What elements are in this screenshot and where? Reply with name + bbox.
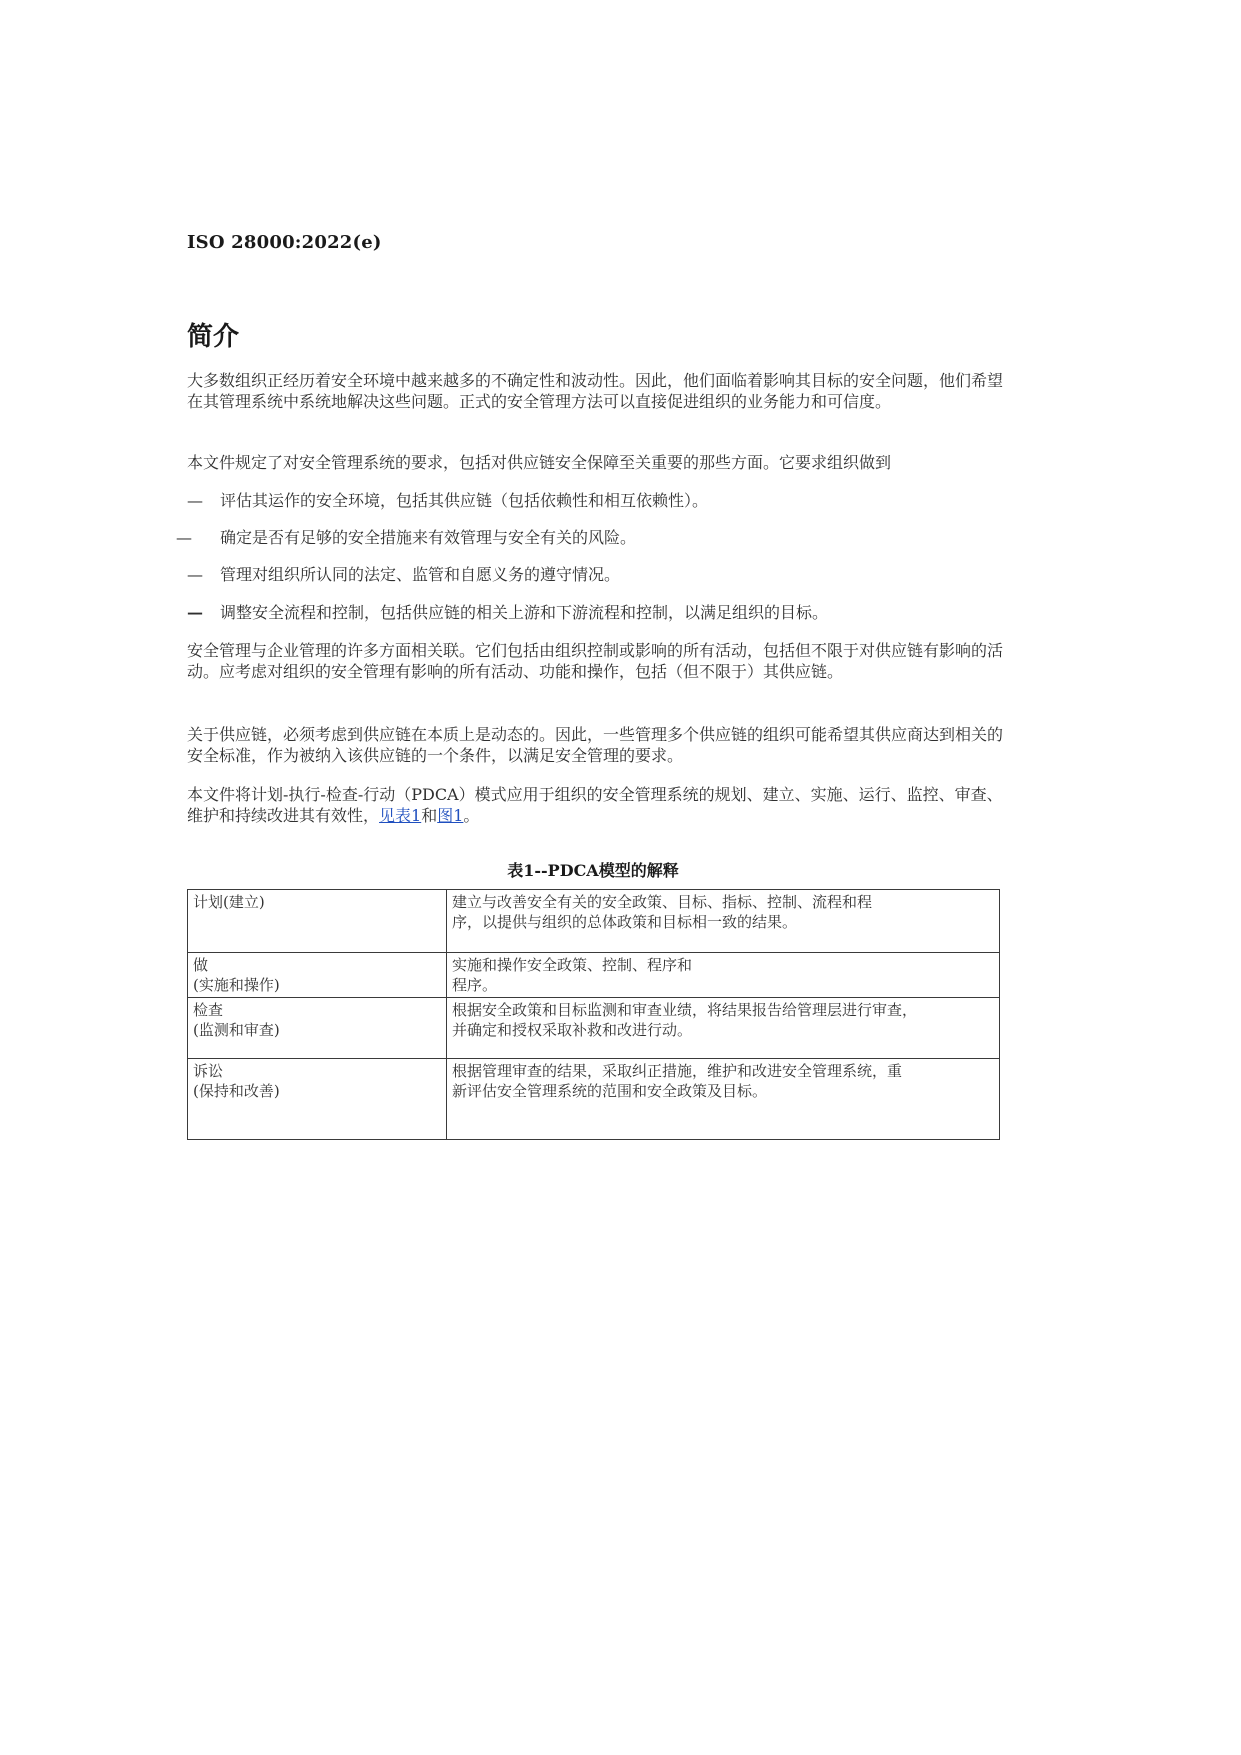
- intro-paragraph-1: 大多数组织正经历着安全环境中越来越多的不确定性和波动性。因此，他们面临着影响其目标的安全问题，他们希望在其管理系统中系统地解决这些问题。正式的安全管理方法可以直接促进组织的业务能力和可信度。: [187, 371, 1004, 411]
- bullet-dash: —: [176, 528, 192, 547]
- description-line: 根据管理审查的结果，采取纠正措施，维护和改进安全管理系统，重: [452, 1062, 903, 1080]
- paragraph-5-text: 本文件将计划-执行-检查-行动（PDCA）模式应用于组织的安全管理系统的规划、建立、实施、运行、监控、审查、维护和持续改进其有效性，: [187, 785, 1003, 825]
- description-cell: [447, 998, 1000, 1059]
- bullet-text: 确定是否有足够的安全措施来有效管理与安全有关的风险。: [220, 528, 637, 547]
- conjunction-text: 和: [421, 806, 438, 825]
- description-line: 程序。: [452, 976, 498, 994]
- description-line: 新评估安全管理系统的范围和安全政策及目标。: [452, 1082, 768, 1100]
- paragraph-5-end: 。: [463, 806, 480, 825]
- intro-paragraph-2: 本文件规定了对安全管理系统的要求，包括对供应链安全保障至关重要的那些方面。它要求组织做到: [187, 453, 892, 472]
- description-line: 序，以提供与组织的总体政策和目标相一致的结果。: [452, 913, 798, 931]
- phase-label: 计划(建立): [193, 893, 265, 911]
- description-cell: [447, 890, 1000, 953]
- phase-cell: [188, 1059, 447, 1140]
- phase-sublabel: (监测和审查): [193, 1021, 280, 1039]
- phase-cell: [188, 953, 447, 998]
- intro-paragraph-3: 安全管理与企业管理的许多方面相关联。它们包括由组织控制或影响的所有活动，包括但不限于对供应链有影响的活动。应考虑对组织的安全管理有影响的所有活动、功能和操作，包括（但不限于）其供应链。: [187, 641, 1004, 681]
- description-cell: [447, 1059, 1000, 1140]
- table-1-link[interactable]: 见表1: [379, 806, 422, 825]
- bullet-text: 评估其运作的安全环境，包括其供应链（包括依赖性和相互依赖性）。: [220, 491, 709, 510]
- description-line: 并确定和授权采取补救和改进行动。: [452, 1021, 693, 1039]
- phase-cell: [188, 890, 447, 953]
- figure-1-link[interactable]: 图1: [437, 806, 464, 825]
- table-row: [188, 998, 1000, 1059]
- phase-cell: [188, 998, 447, 1059]
- bullet-text: 调整安全流程和控制，包括供应链的相关上游和下游流程和控制，以满足组织的目标。: [220, 603, 829, 622]
- phase-label: 做: [193, 956, 209, 974]
- phase-label: 检查: [193, 1001, 224, 1019]
- document-identifier: ISO 28000:2022(e): [187, 232, 382, 253]
- bullet-dash: —: [187, 603, 203, 622]
- description-line: 建立与改善安全有关的安全政策、目标、指标、控制、流程和程: [452, 893, 873, 911]
- bullet-dash: —: [187, 565, 203, 584]
- bullet-text: 管理对组织所认同的法定、监管和自愿义务的遵守情况。: [220, 565, 621, 584]
- table-row: [188, 953, 1000, 998]
- section-title: 简介: [187, 322, 240, 352]
- table-caption: 表1--PDCA模型的解释: [507, 861, 679, 880]
- description-cell: [447, 953, 1000, 998]
- description-line: 根据安全政策和目标监测和审查业绩，将结果报告给管理层进行审查，: [452, 1001, 918, 1019]
- intro-paragraph-4: 关于供应链，必须考虑到供应链在本质上是动态的。因此，一些管理多个供应链的组织可能希望其供应商达到相关的安全标准，作为被纳入该供应链的一个条件，以满足安全管理的要求。: [187, 725, 1004, 765]
- bullet-dash: —: [187, 491, 203, 510]
- description-line: 实施和操作安全政策、控制、程序和: [452, 956, 693, 974]
- table-row: [188, 890, 1000, 953]
- phase-sublabel: (保持和改善): [193, 1082, 280, 1100]
- table-row: [188, 1059, 1000, 1140]
- intro-paragraph-5: [187, 784, 1012, 826]
- pdca-table: [187, 889, 1000, 1140]
- phase-label: 诉讼: [193, 1062, 224, 1080]
- phase-sublabel: (实施和操作): [193, 976, 280, 994]
